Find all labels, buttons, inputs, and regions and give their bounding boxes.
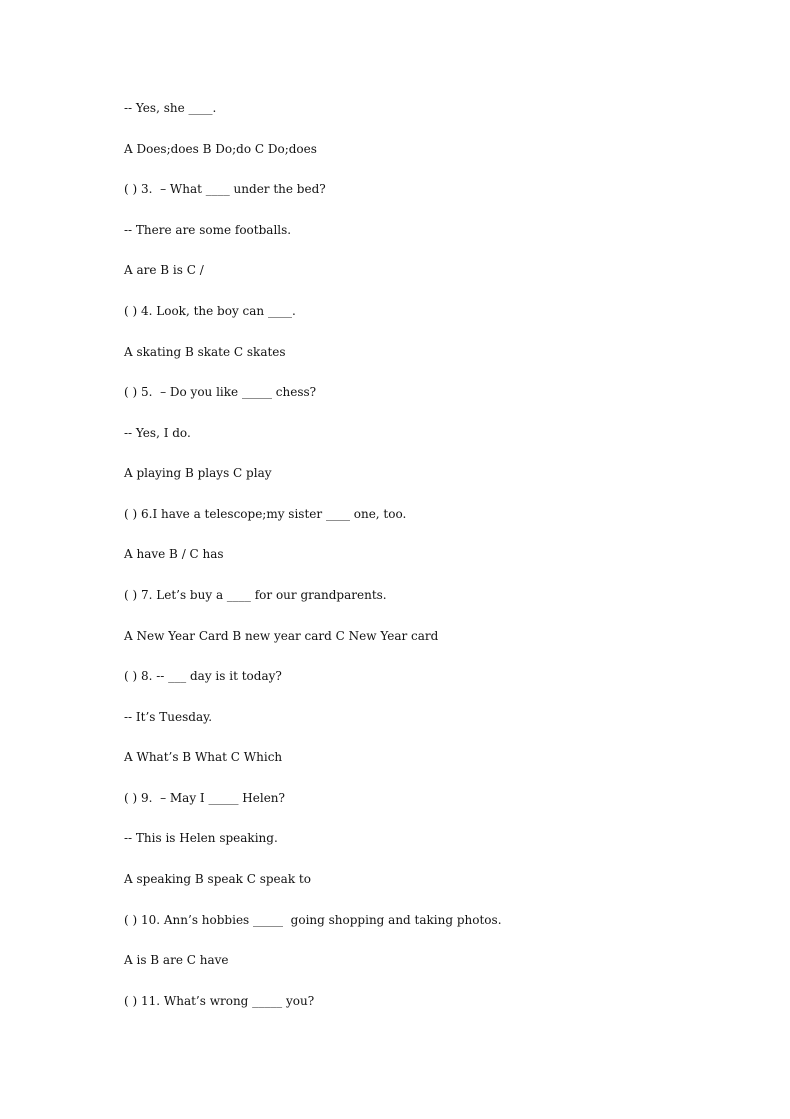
- text-line: A New Year Card B new year card C New Year card: [124, 629, 439, 643]
- text-line: ( ) 11. What’s wrong _____ you?: [124, 994, 315, 1008]
- text-line: A speaking B speak C speak to: [124, 872, 311, 886]
- text-line: ( ) 10. Ann’s hobbies _____ going shopping and taking photos.: [124, 913, 502, 927]
- text-line: ( ) 7. Let’s buy a ____ for our grandparents.: [124, 588, 387, 602]
- text-line: ( ) 9. – May I _____ Helen?: [124, 791, 285, 805]
- text-line: -- Yes, I do.: [124, 426, 191, 440]
- text-line: A is B are C have: [124, 953, 229, 967]
- text-line: A What’s B What C Which: [124, 750, 283, 764]
- text-line: A Does;does B Do;do C Do;does: [124, 142, 317, 156]
- text-line: ( ) 3. – What ____ under the bed?: [124, 182, 326, 196]
- text-line: -- Yes, she ____.: [124, 101, 217, 115]
- text-line: A are B is C /: [124, 263, 204, 277]
- text-line: ( ) 8. -- ___ day is it today?: [124, 669, 282, 683]
- text-line: ( ) 4. Look, the boy can ____.: [124, 304, 296, 318]
- text-line: A playing B plays C play: [124, 466, 272, 480]
- text-line: ( ) 5. – Do you like _____ chess?: [124, 385, 317, 399]
- text-line: A have B / C has: [124, 547, 224, 561]
- text-line: -- It’s Tuesday.: [124, 710, 213, 724]
- text-line: ( ) 6.I have a telescope;my sister ____ one, too.: [124, 507, 407, 521]
- text-line: -- There are some footballs.: [124, 223, 292, 237]
- text-line: -- This is Helen speaking.: [124, 831, 278, 845]
- text-line: A skating B skate C skates: [124, 345, 286, 359]
